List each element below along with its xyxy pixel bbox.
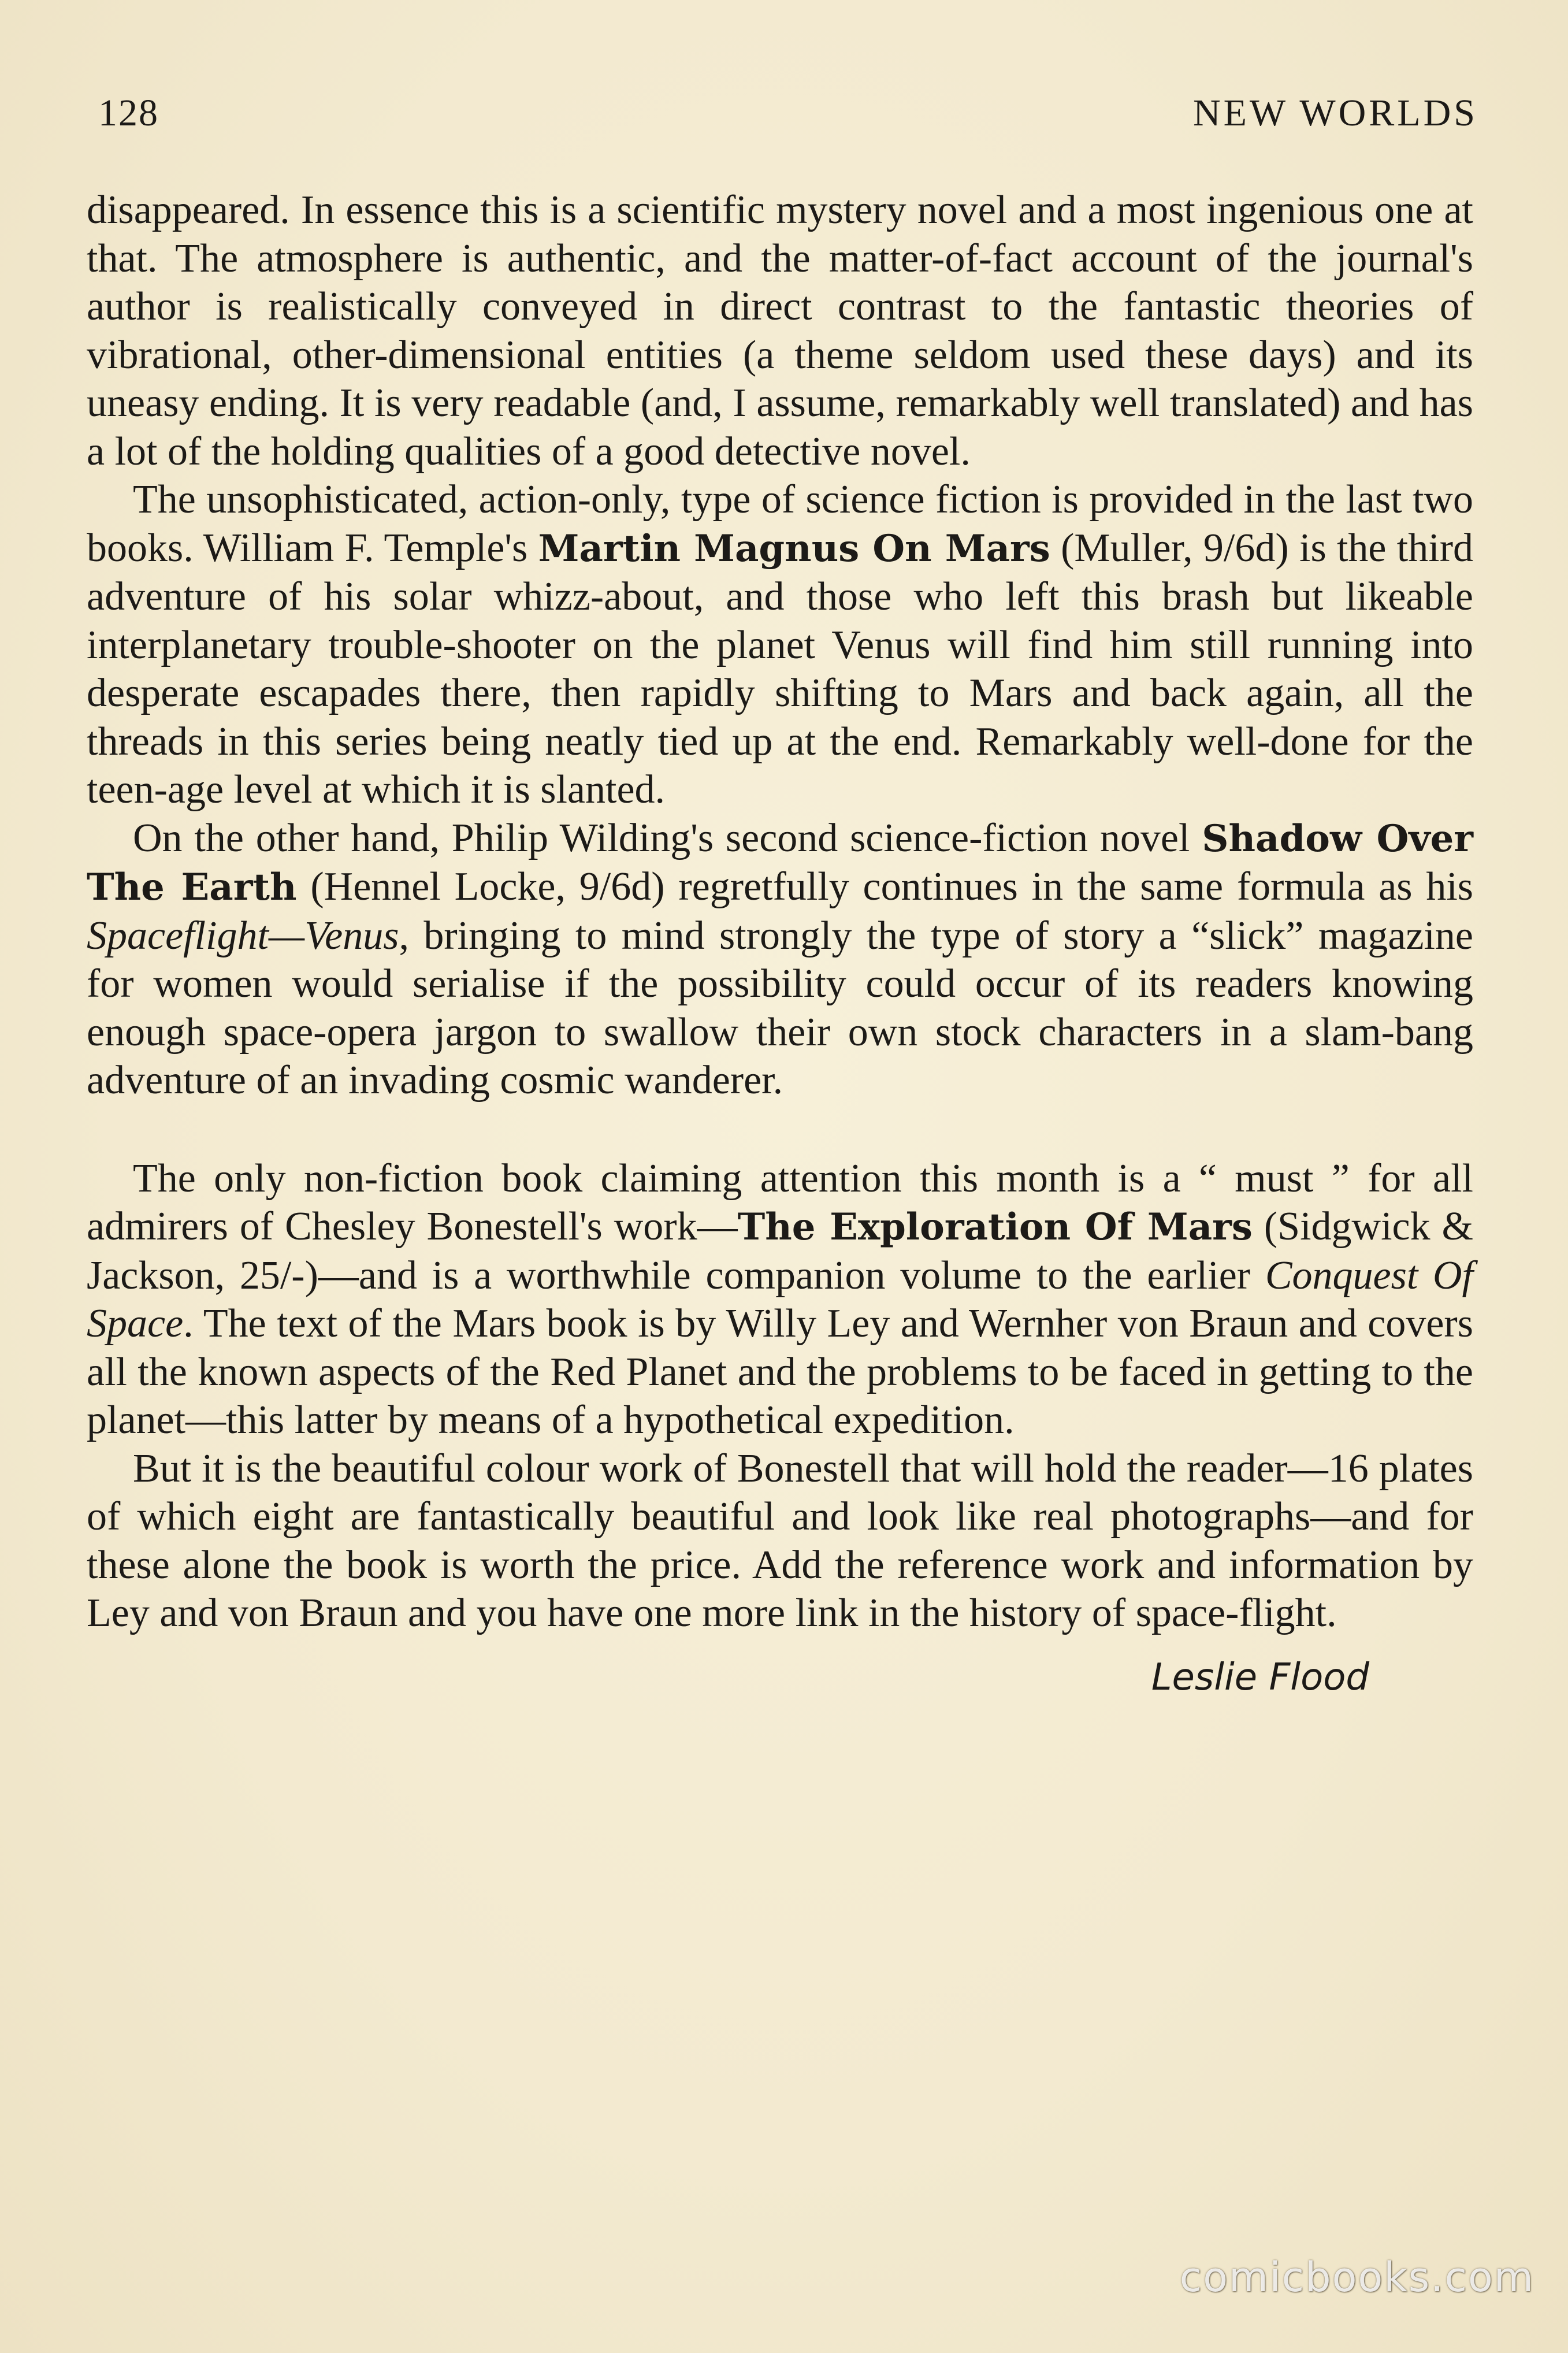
journal-title: NEW WORLDS (1192, 92, 1478, 134)
book-title-spaceflight-venus: Spaceflight—Venus (87, 913, 399, 958)
paragraph-lead: The only non-fiction book claiming attention this month is a “ must ” for all admirers of Chesley Bonestell's work— (87, 1156, 1473, 1249)
paragraph-rest: , bringing to mind strongly the type of story a “slick” magazine for women would serialise if the possibility could occur of its readers knowing enough space-opera jargon to swallow their own stock characters in a slam-bang adventure of an invading cosmic wanderer. (87, 913, 1473, 1103)
paragraph-shadow-over-earth (87, 814, 1473, 1105)
site-watermark: comicbooks.com (1179, 2254, 1534, 2301)
paragraph-martin-magnus (87, 476, 1473, 814)
paragraph-bonestell-plates (87, 1445, 1473, 1638)
paragraph-rest: (Muller, 9/6d) is the third adventure of his solar whizz-about, and those who left this brash but likeable interplanetary trouble-shooter on the planet Venus will find him still running into desperate escapades there, then rapidly shifting to Mars and back again, all the threads in this series being neatly tied up at the end. Remarkably well-done for the teen-age level at which it is slanted. (87, 525, 1474, 812)
paragraph-exploration-of-mars (87, 1155, 1473, 1445)
book-title-martin-magnus: Martin Magnus On Mars (538, 526, 1050, 570)
book-title-conquest-of-space: Conquest Of Space (87, 1253, 1473, 1346)
book-title-shadow-over-earth: Shadow Over The Earth (87, 817, 1474, 909)
running-head (87, 91, 1478, 149)
paragraph-lead: On the other hand, Philip Wilding's second science-fiction novel (133, 815, 1202, 860)
review-text (87, 186, 1473, 1702)
page-number: 128 (98, 92, 159, 134)
paragraph-text: disappeared. In essence this is a scientific mystery novel and a most ingenious one at that. The atmosphere is authentic, and the matter-of-fact account of the journal's author is realistically conveyed in direct contrast to the fantastic theories of vibrational, other-dimensional entities (a theme seldom used these days) and its uneasy ending. It is very readable (and, I assume, remarkably well translated) and has a lot of the holding qualities of a good detective novel. (87, 188, 1473, 474)
paragraph-middle: (Hennel Locke, 9/6d) regretfully continues in the same formula as his (296, 864, 1474, 909)
paragraph-text: But it is the beautiful colour work of Bonestell that will hold the reader—16 plates of which eight are fantastically beautiful and look like real photographs—and for these alone the book is worth the price. Add the reference work and information by Ley and von Braun and you have one more link in the history of space-flight. (87, 1446, 1473, 1635)
book-title-exploration-of-mars: The Exploration Of Mars (737, 1205, 1253, 1249)
paragraph-lead: The unsophisticated, action-only, type of science fiction is provided in the last two books. William F. Temple's (87, 477, 1473, 570)
paragraph-middle: (Sidgwick & Jackson, 25/-)—and is a worthwhile companion volume to the earlier (87, 1204, 1473, 1298)
paragraph-rest: . The text of the Mars book is by Willy Ley and Wernher von Braun and covers all the known aspects of the Red Planet and the problems to be faced in getting to the planet—this latter by means of a hypothetical expedition. (87, 1301, 1473, 1442)
paragraph-mystery-novel (87, 186, 1473, 476)
reviewer-signature: Leslie Flood (1151, 1656, 1369, 1699)
